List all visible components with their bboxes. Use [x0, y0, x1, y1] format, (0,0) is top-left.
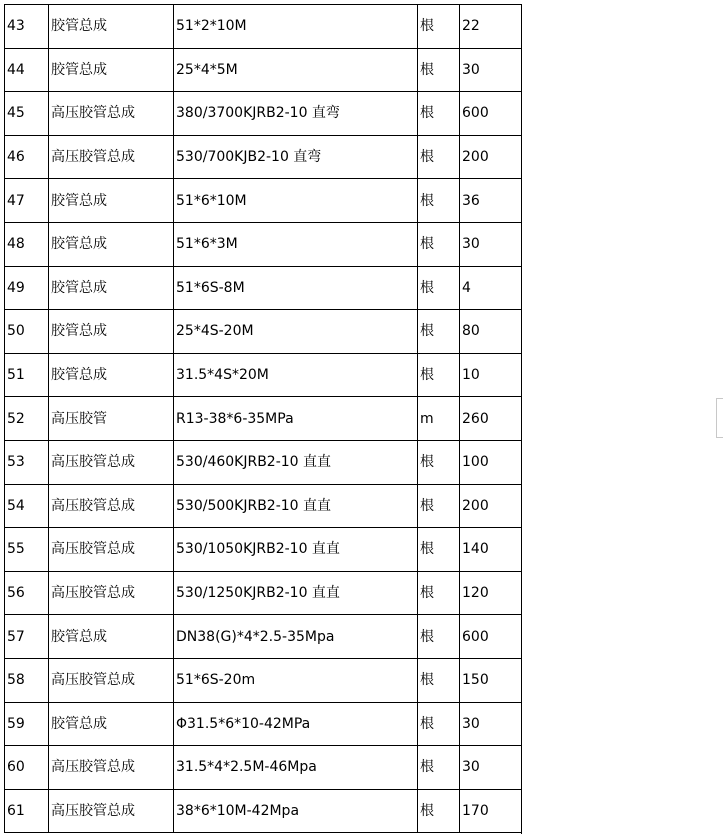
item-quantity-cell[interactable] [460, 571, 522, 615]
cell-text-name: 胶管总成 [51, 61, 107, 78]
cell-text-unit: 根 [420, 454, 434, 471]
cell-text-unit: 根 [420, 759, 434, 776]
cell-text-name: 胶管总成 [51, 236, 107, 253]
cell-text-spec: 51*6S-20m [176, 672, 256, 689]
cell-text-qty: 36 [462, 192, 480, 209]
cell-text-spec: 530/460KJRB2-10 直直 [176, 454, 332, 471]
cell-text-name: 高压胶管总成 [51, 802, 135, 819]
item-quantity-cell[interactable] [460, 440, 522, 484]
cell-text-qty: 200 [462, 149, 489, 166]
cell-text-qty: 100 [462, 454, 489, 471]
item-quantity-cell[interactable] [460, 615, 522, 659]
cell-text-name: 高压胶管总成 [51, 585, 135, 602]
item-number-cell[interactable] [5, 615, 49, 659]
item-unit-cell[interactable] [418, 440, 460, 484]
cell-text-name: 高压胶管总成 [51, 149, 135, 166]
item-unit-cell[interactable] [418, 702, 460, 746]
cell-text-unit: 根 [420, 585, 434, 602]
item-name-cell[interactable] [49, 789, 174, 833]
item-unit-cell[interactable] [418, 222, 460, 266]
cell-text-unit: 根 [420, 672, 434, 689]
cell-text-unit: 根 [420, 541, 434, 558]
item-unit-cell[interactable] [418, 310, 460, 354]
item-number-cell[interactable] [5, 658, 49, 702]
cell-text-qty: 600 [462, 628, 489, 645]
item-name-cell[interactable] [49, 658, 174, 702]
cell-text-unit: 根 [420, 61, 434, 78]
cell-text-no: 55 [7, 541, 25, 558]
cell-text-spec: 530/1250KJRB2-10 直直 [176, 585, 340, 602]
item-quantity-cell[interactable] [460, 789, 522, 833]
cell-text-name: 高压胶管总成 [51, 497, 135, 514]
table-row[interactable] [5, 746, 522, 790]
cell-text-no: 57 [7, 628, 25, 645]
table-row[interactable] [5, 179, 522, 223]
cell-text-qty: 30 [462, 236, 480, 253]
item-quantity-cell[interactable] [460, 658, 522, 702]
cell-text-no: 61 [7, 802, 25, 819]
item-number-cell[interactable] [5, 5, 49, 49]
item-spec-cell[interactable] [174, 5, 418, 49]
item-name-cell[interactable] [49, 48, 174, 92]
item-quantity-cell[interactable] [460, 179, 522, 223]
cell-text-name: 胶管总成 [51, 18, 107, 35]
cell-text-unit: 根 [420, 236, 434, 253]
scroll-handle[interactable] [716, 398, 723, 438]
table-row[interactable] [5, 353, 522, 397]
item-number-cell[interactable] [5, 353, 49, 397]
item-quantity-cell[interactable] [460, 353, 522, 397]
item-spec-cell[interactable] [174, 702, 418, 746]
table-row[interactable] [5, 528, 522, 572]
item-unit-cell[interactable] [418, 484, 460, 528]
cell-text-name: 胶管总成 [51, 367, 107, 384]
cell-text-unit: 根 [420, 279, 434, 296]
item-name-cell[interactable] [49, 440, 174, 484]
cell-text-qty: 200 [462, 497, 489, 514]
item-unit-cell[interactable] [418, 266, 460, 310]
table-row[interactable] [5, 222, 522, 266]
cell-text-spec: 51*6*3M [176, 236, 238, 253]
item-unit-cell[interactable] [418, 353, 460, 397]
item-spec-cell[interactable] [174, 135, 418, 179]
table-row[interactable] [5, 48, 522, 92]
cell-text-name: 高压胶管总成 [51, 541, 135, 558]
cell-text-qty: 140 [462, 541, 489, 558]
cell-text-spec: 51*6*10M [176, 192, 247, 209]
cell-text-unit: 根 [420, 18, 434, 35]
table-row[interactable] [5, 484, 522, 528]
item-spec-cell[interactable] [174, 615, 418, 659]
parts-table-body [5, 5, 522, 833]
cell-text-no: 52 [7, 410, 25, 427]
item-unit-cell[interactable] [418, 746, 460, 790]
item-name-cell[interactable] [49, 92, 174, 136]
item-spec-cell[interactable] [174, 92, 418, 136]
item-quantity-cell[interactable] [460, 310, 522, 354]
cell-text-no: 49 [7, 279, 25, 296]
cell-text-qty: 120 [462, 585, 489, 602]
cell-text-qty: 260 [462, 410, 489, 427]
cell-text-unit: 根 [420, 192, 434, 209]
empty-column-border [521, 4, 522, 834]
cell-text-spec: DN38(G)*4*2.5-35Mpa [176, 628, 335, 645]
item-name-cell[interactable] [49, 746, 174, 790]
item-quantity-cell[interactable] [460, 484, 522, 528]
item-quantity-cell[interactable] [460, 528, 522, 572]
cell-text-no: 48 [7, 236, 25, 253]
item-name-cell[interactable] [49, 353, 174, 397]
item-name-cell[interactable] [49, 615, 174, 659]
cell-text-no: 51 [7, 367, 25, 384]
item-quantity-cell[interactable] [460, 92, 522, 136]
cell-text-no: 46 [7, 149, 25, 166]
item-name-cell[interactable] [49, 266, 174, 310]
cell-text-qty: 30 [462, 61, 480, 78]
item-name-cell[interactable] [49, 135, 174, 179]
cell-text-qty: 22 [462, 18, 480, 35]
table-row[interactable] [5, 266, 522, 310]
item-unit-cell[interactable] [418, 658, 460, 702]
item-name-cell[interactable] [49, 702, 174, 746]
cell-text-spec: 530/1050KJRB2-10 直直 [176, 541, 340, 558]
cell-text-unit: 根 [420, 715, 434, 732]
item-unit-cell[interactable] [418, 92, 460, 136]
item-spec-cell[interactable] [174, 746, 418, 790]
item-quantity-cell[interactable] [460, 48, 522, 92]
item-quantity-cell[interactable] [460, 397, 522, 441]
cell-text-spec: 38*6*10M-42Mpa [176, 802, 300, 819]
item-unit-cell[interactable] [418, 397, 460, 441]
cell-text-name: 胶管总成 [51, 323, 107, 340]
cell-text-spec: 380/3700KJRB2-10 直弯 [176, 105, 340, 122]
item-quantity-cell[interactable] [460, 135, 522, 179]
item-number-cell[interactable] [5, 789, 49, 833]
cell-text-unit: 根 [420, 497, 434, 514]
item-name-cell[interactable] [49, 5, 174, 49]
item-spec-cell[interactable] [174, 48, 418, 92]
table-row[interactable] [5, 658, 522, 702]
item-quantity-cell[interactable] [460, 702, 522, 746]
table-row[interactable] [5, 5, 522, 49]
table-row[interactable] [5, 789, 522, 833]
item-spec-cell[interactable] [174, 353, 418, 397]
cell-text-no: 43 [7, 18, 25, 35]
item-unit-cell[interactable] [418, 528, 460, 572]
cell-text-name: 高压胶管总成 [51, 672, 135, 689]
item-number-cell[interactable] [5, 48, 49, 92]
item-spec-cell[interactable] [174, 179, 418, 223]
item-spec-cell[interactable] [174, 571, 418, 615]
item-name-cell[interactable] [49, 222, 174, 266]
item-name-cell[interactable] [49, 571, 174, 615]
item-number-cell[interactable] [5, 440, 49, 484]
spreadsheet-area [4, 4, 522, 833]
cell-text-qty: 170 [462, 802, 489, 819]
cell-text-spec: 31.5*4S*20M [176, 367, 269, 384]
cell-text-no: 54 [7, 497, 25, 514]
cell-text-name: 胶管总成 [51, 192, 107, 209]
item-number-cell[interactable] [5, 702, 49, 746]
item-spec-cell[interactable] [174, 266, 418, 310]
table-row[interactable] [5, 397, 522, 441]
cell-text-qty: 30 [462, 759, 480, 776]
cell-text-name: 胶管总成 [51, 279, 107, 296]
item-number-cell[interactable] [5, 92, 49, 136]
cell-text-unit: 根 [420, 149, 434, 166]
item-quantity-cell[interactable] [460, 222, 522, 266]
cell-text-name: 高压胶管总成 [51, 105, 135, 122]
table-row[interactable] [5, 310, 522, 354]
cell-text-unit: 根 [420, 367, 434, 384]
parts-table [4, 4, 522, 833]
cell-text-unit: 根 [420, 628, 434, 645]
item-quantity-cell[interactable] [460, 5, 522, 49]
item-name-cell[interactable] [49, 528, 174, 572]
table-row[interactable] [5, 440, 522, 484]
cell-text-unit: m [420, 410, 434, 427]
cell-text-unit: 根 [420, 105, 434, 122]
item-unit-cell[interactable] [418, 48, 460, 92]
item-name-cell[interactable] [49, 310, 174, 354]
cell-text-no: 45 [7, 105, 25, 122]
item-spec-cell[interactable] [174, 440, 418, 484]
cell-text-qty: 10 [462, 367, 480, 384]
cell-text-no: 53 [7, 454, 25, 471]
item-spec-cell[interactable] [174, 397, 418, 441]
cell-text-no: 56 [7, 585, 25, 602]
cell-text-spec: 25*4*5M [176, 61, 238, 78]
cell-text-name: 胶管总成 [51, 628, 107, 645]
item-quantity-cell[interactable] [460, 266, 522, 310]
item-number-cell[interactable] [5, 528, 49, 572]
cell-text-no: 60 [7, 759, 25, 776]
item-unit-cell[interactable] [418, 571, 460, 615]
cell-text-spec: 51*6S-8M [176, 279, 245, 296]
cell-text-name: 高压胶管总成 [51, 454, 135, 471]
item-number-cell[interactable] [5, 571, 49, 615]
cell-text-unit: 根 [420, 323, 434, 340]
item-number-cell[interactable] [5, 135, 49, 179]
cell-text-no: 47 [7, 192, 25, 209]
item-unit-cell[interactable] [418, 615, 460, 659]
item-name-cell[interactable] [49, 484, 174, 528]
table-row[interactable] [5, 135, 522, 179]
item-number-cell[interactable] [5, 397, 49, 441]
item-spec-cell[interactable] [174, 484, 418, 528]
cell-text-spec: 31.5*4*2.5M-46Mpa [176, 759, 317, 776]
item-number-cell[interactable] [5, 746, 49, 790]
item-number-cell[interactable] [5, 222, 49, 266]
item-name-cell[interactable] [49, 179, 174, 223]
item-unit-cell[interactable] [418, 789, 460, 833]
cell-text-spec: R13-38*6-35MPa [176, 410, 294, 427]
cell-text-no: 50 [7, 323, 25, 340]
item-name-cell[interactable] [49, 397, 174, 441]
cell-text-spec: Φ31.5*6*10-42MPa [176, 715, 311, 732]
cell-text-no: 44 [7, 61, 25, 78]
cell-text-name: 胶管总成 [51, 715, 107, 732]
table-row[interactable] [5, 92, 522, 136]
cell-text-qty: 80 [462, 323, 480, 340]
item-spec-cell[interactable] [174, 658, 418, 702]
cell-text-name: 高压胶管总成 [51, 759, 135, 776]
table-row[interactable] [5, 615, 522, 659]
item-spec-cell[interactable] [174, 789, 418, 833]
cell-text-qty: 4 [462, 279, 471, 296]
cell-text-spec: 530/500KJRB2-10 直直 [176, 497, 332, 514]
item-number-cell[interactable] [5, 484, 49, 528]
item-unit-cell[interactable] [418, 5, 460, 49]
table-row[interactable] [5, 571, 522, 615]
item-unit-cell[interactable] [418, 179, 460, 223]
cell-text-qty: 30 [462, 715, 480, 732]
table-row[interactable] [5, 702, 522, 746]
cell-text-unit: 根 [420, 802, 434, 819]
cell-text-qty: 600 [462, 105, 489, 122]
cell-text-name: 高压胶管 [51, 410, 107, 427]
cell-text-qty: 150 [462, 672, 489, 689]
item-number-cell[interactable] [5, 310, 49, 354]
item-spec-cell[interactable] [174, 310, 418, 354]
cell-text-spec: 51*2*10M [176, 18, 247, 35]
cell-text-no: 58 [7, 672, 25, 689]
item-quantity-cell[interactable] [460, 746, 522, 790]
item-spec-cell[interactable] [174, 528, 418, 572]
item-spec-cell[interactable] [174, 222, 418, 266]
cell-text-no: 59 [7, 715, 25, 732]
cell-text-spec: 25*4S-20M [176, 323, 254, 340]
cell-text-spec: 530/700KJB2-10 直弯 [176, 149, 322, 166]
item-unit-cell[interactable] [418, 135, 460, 179]
item-number-cell[interactable] [5, 266, 49, 310]
item-number-cell[interactable] [5, 179, 49, 223]
